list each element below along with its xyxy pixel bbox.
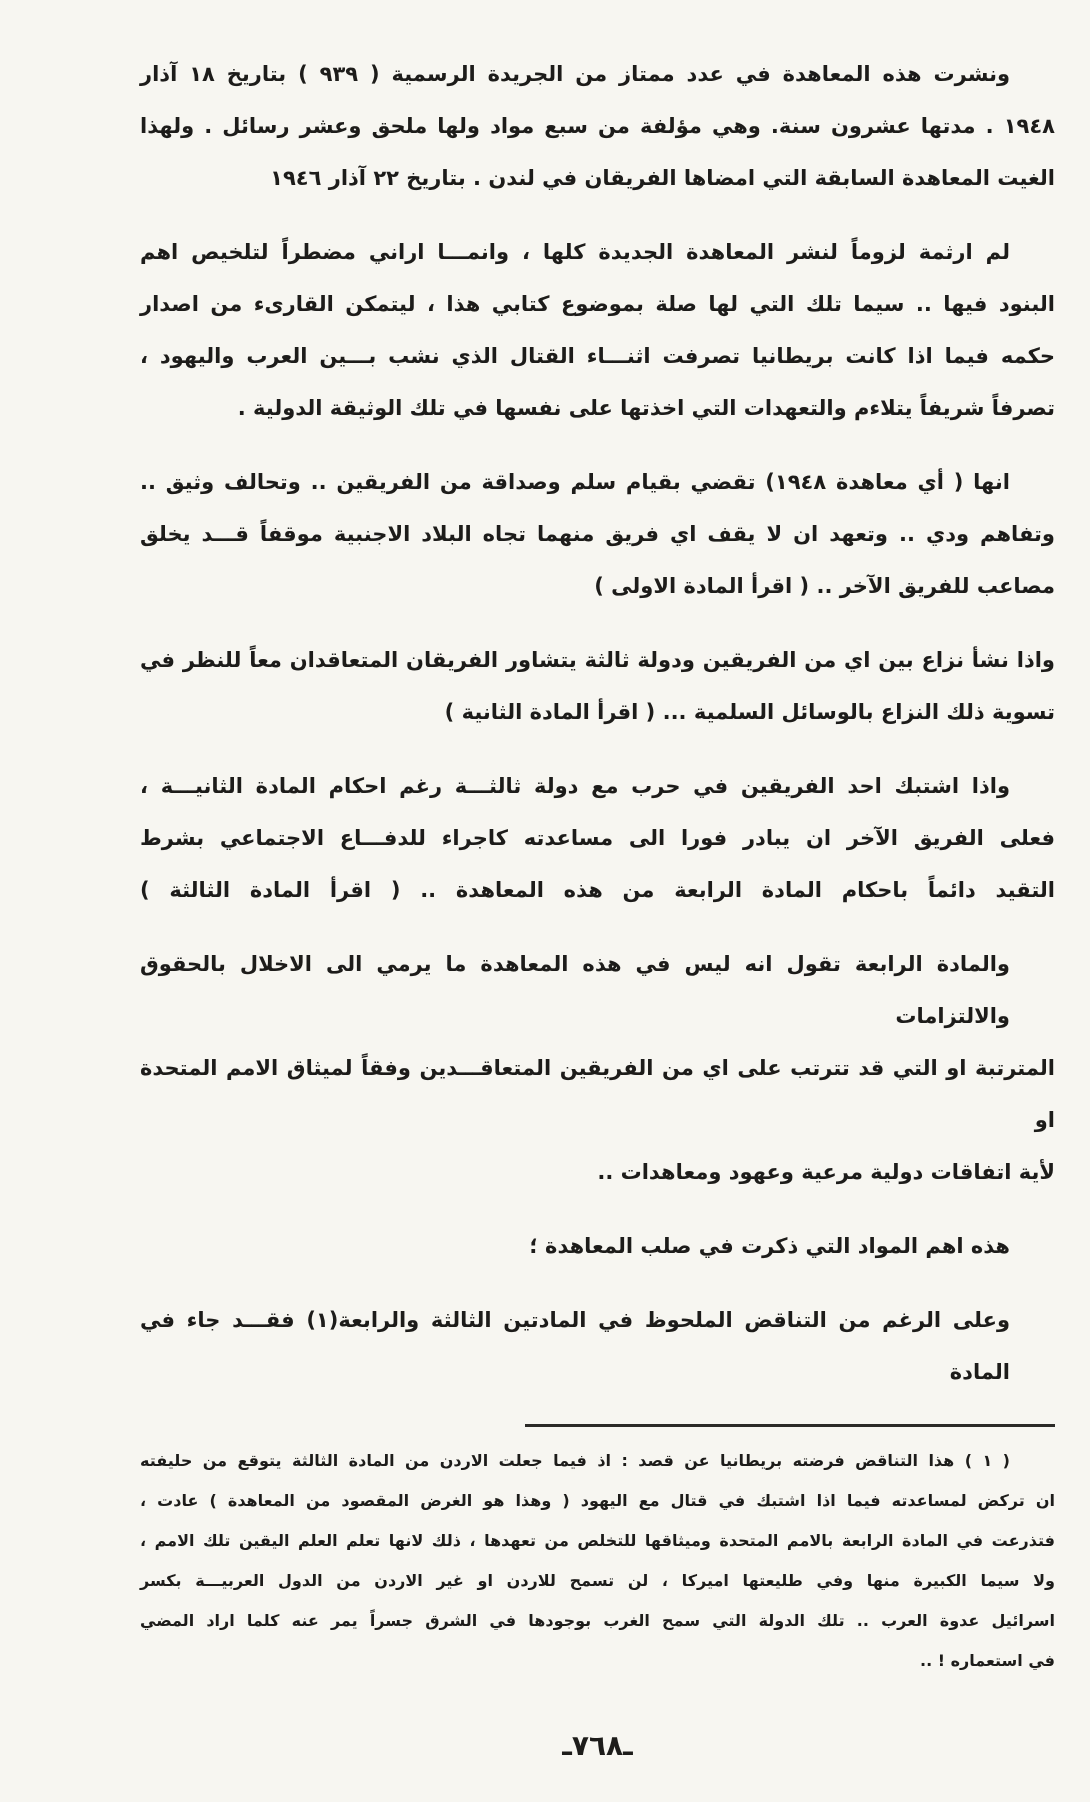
text-line: البنود فيها .. سيما تلك التي لها صلة بموضوع كتابي هذا ، ليتمكن القارىء من اصدار [140,292,1055,316]
footnote-line: اسرائيل عدوة العرب .. تلك الدولة التي سمح الغرب بوجودها في الشرق جسراً يمر عنه كلما اراد المضي [140,1611,1055,1630]
text-line: هذه اهم المواد التي ذكرت في صلب المعاهدة ؛ [529,1234,1010,1258]
footnote-line: في استعماره ! .. [920,1651,1055,1670]
text-line: ونشرت هذه المعاهدة في عدد ممتاز من الجريدة الرسمية ( ٩٣٩ ) بتاريخ ١٨ آذار [140,62,1011,86]
text-line: واذا نشأ نزاع بين اي من الفريقين ودولة ثالثة يتشاور الفريقان المتعاقدان معاً للنظر في [140,648,1055,672]
text-line: فعلى الفريق الآخر ان يبادر فورا الى مساعدته كاجراء للدفـــاع الاجتماعي بشرط [140,826,1055,850]
text-line: مصاعب للفريق الآخر .. ( اقرأ المادة الاولى ) [594,574,1055,598]
text-line: التقيد دائماً باحكام المادة الرابعة من هذه المعاهدة .. ( اقرأ المادة الثالثة ) [140,878,1055,902]
footnote-divider [525,1424,1055,1427]
text-line: تسوية ذلك النزاع بالوسائل السلمية ... ( اقرأ المادة الثانية ) [444,700,1055,724]
text-line: حكمه فيما اذا كانت بريطانيا تصرفت اثنـــاء القتال الذي نشب بـــين العرب واليهود ، [140,344,1055,368]
text-line: لأية اتفاقات دولية مرعية وعهود ومعاهدات .. [597,1160,1055,1184]
text-line: وعلى الرغم من التناقض الملحوظ في المادتين الثالثة والرابعة(١) فقـــد جاء في المادة [140,1308,1010,1384]
footnote-line: ( ١ ) هذا التناقض فرضته بريطانيا عن قصد : اذ فيما جعلت الاردن من المادة الثالثة يتوقع من حليفته [140,1451,1010,1470]
text-line: والمادة الرابعة تقول انه ليس في هذه المعاهدة ما يرمي الى الاخلال بالحقوق والالتزامات [140,952,1010,1028]
footnote-line: ان تركض لمساعدته فيما اذا اشتبك في قتال مع اليهود ( وهذا هو الغرض المقصود من المعاهدة ) عادت ، [140,1491,1055,1510]
text-line: ١٩٤٨ . مدتها عشرون سنة. وهي مؤلفة من سبع مواد ولها ملحق وعشر رسائل . ولهذا [140,114,1055,138]
page-number: ـ٧٦٨ـ [562,1729,633,1762]
text-line: تصرفاً شريفاً يتلاءم والتعهدات التي اخذتها على نفسها في تلك الوثيقة الدولية . [237,396,1055,420]
text-line: واذا اشتبك احد الفريقين في حرب مع دولة ثالثـــة رغم احكام المادة الثانيـــة ، [140,774,1010,798]
text-line: المترتبة او التي قد تترتب على اي من الفريقين المتعاقـــدين وفقاً لميثاق الامم المتحدة او [140,1056,1055,1132]
text-line: لم ارثمة لزوماً لنشر المعاهدة الجديدة كلها ، وانمـــا اراني مضطراً لتلخيص اهم [140,240,1010,264]
body-text [140,48,1055,1398]
footnote-line: ولا سيما الكبيرة منها وفي طليعتها اميركا ، لن تسمح للاردن او غير الاردن من الدول العربيـــة بكسر [140,1571,1055,1590]
text-line: انها ( أي معاهدة ١٩٤٨) تقضي بقيام سلم وصداقة من الفريقين .. وتحالف وثيق .. [140,470,1010,494]
text-line: وتفاهم ودي .. وتعهد ان لا يقف اي فريق منهما تجاه البلاد الاجنبية موقفاً قـــد يخلق [140,522,1055,546]
footnotes [140,1441,1055,1681]
text-line: الغيت المعاهدة السابقة التي امضاها الفريقان في لندن . بتاريخ ٢٢ آذار ١٩٤٦ [270,166,1055,190]
footnote-line: فتذرعت في المادة الرابعة بالامم المتحدة وميثاقها للتخلص من تعهدها ، ذلك لانها تعلم العلم اليقين تلك الامم ، [140,1531,1055,1550]
